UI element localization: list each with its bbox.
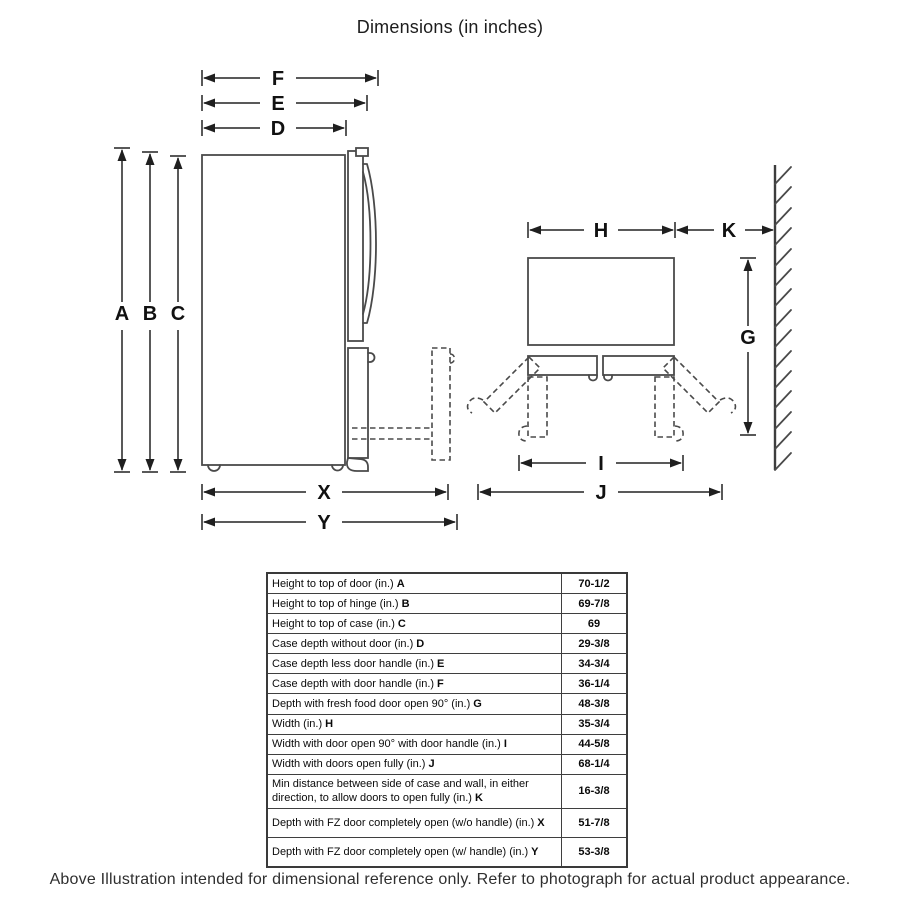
table-row	[267, 734, 627, 754]
table-row	[267, 694, 627, 714]
freezer-drawer	[348, 348, 368, 458]
dim-x	[202, 482, 448, 504]
right-door-open-90-dashed	[655, 377, 674, 437]
open-90-handles-dashed	[519, 426, 683, 441]
dim-label-h: H	[593, 220, 609, 242]
dim-a	[114, 148, 130, 472]
table-row	[267, 573, 627, 594]
dim-row-key: A	[396, 577, 405, 590]
dim-row-value: 53-3/8	[562, 838, 628, 868]
page-title: Dimensions (in inches)	[356, 17, 544, 37]
dim-i	[519, 453, 683, 475]
table-row	[267, 714, 627, 734]
table-row	[267, 754, 627, 774]
case-side-outline	[202, 155, 345, 465]
wall-hatch	[775, 167, 791, 470]
dim-label-j: J	[595, 482, 607, 504]
dim-row-value: 69	[562, 614, 628, 634]
dim-row-label: Case depth without door (in.)	[272, 637, 414, 650]
dim-row-value: 34-3/4	[562, 654, 628, 674]
dim-row-label: Width with door open 90° with door handle (in.)	[272, 738, 501, 751]
dim-row-label: Depth with fresh food door open 90° (in.)	[272, 697, 471, 710]
dim-y	[202, 512, 457, 534]
dim-row-key: H	[325, 718, 334, 731]
disclaimer-text: Above Illustration intended for dimensional reference only. Refer to photograph for actual product appearance.	[49, 871, 851, 888]
dim-e	[202, 93, 367, 115]
dim-k	[677, 220, 773, 242]
dim-row-label: Width with doors open fully (in.)	[272, 758, 426, 771]
dim-c	[170, 156, 186, 472]
dimensions-table	[266, 572, 628, 868]
dim-row-key: Y	[531, 846, 539, 859]
dim-row-value: 51-7/8	[562, 808, 628, 837]
dim-label-a: A	[114, 303, 130, 325]
dim-row-key: C	[397, 617, 406, 630]
dim-j	[478, 482, 722, 504]
fresh-food-door	[348, 151, 363, 341]
dim-row-label: Height to top of case (in.)	[272, 617, 395, 630]
dim-d	[202, 118, 346, 140]
dim-label-k: K	[721, 220, 737, 242]
dim-label-b: B	[142, 303, 158, 325]
dim-row-value: 70-1/2	[562, 573, 628, 594]
doors-open-full-dashed	[484, 357, 719, 413]
table-row	[267, 808, 627, 837]
door-top-cap	[356, 148, 368, 156]
dim-g	[740, 258, 756, 435]
freezer-foot	[347, 458, 368, 471]
freezer-drawer-handle	[368, 353, 375, 362]
dim-row-key: G	[473, 697, 482, 710]
dim-row-value: 35-3/4	[562, 714, 628, 734]
dim-row-key: J	[428, 758, 435, 771]
dim-row-key: I	[503, 738, 507, 751]
freezer-door-open-dashed	[432, 348, 450, 460]
dim-row-key: D	[416, 637, 425, 650]
table-row	[267, 654, 627, 674]
table-row	[267, 594, 627, 614]
dim-row-key: K	[474, 792, 483, 805]
dim-row-label: Depth with FZ door completely open (w/o handle) (in.)	[272, 816, 535, 829]
door-handle	[363, 164, 376, 323]
dim-b	[142, 152, 158, 472]
side-view	[114, 68, 457, 534]
dim-label-x: X	[317, 482, 331, 504]
dim-label-i: I	[598, 453, 604, 475]
dim-row-label: Depth with FZ door completely open (w/ handle) (in.)	[272, 846, 529, 859]
dim-row-key: B	[401, 597, 410, 610]
left-door-open-90-dashed	[528, 377, 547, 437]
dim-row-value: 16-3/8	[562, 774, 628, 808]
dim-row-value: 36-1/4	[562, 674, 628, 694]
dim-row-key: F	[437, 677, 444, 690]
dim-row-value: 48-3/8	[562, 694, 628, 714]
table-row	[267, 838, 627, 868]
dim-row-value: 29-3/8	[562, 634, 628, 654]
top-view-case	[528, 258, 674, 345]
dim-row-label: Height to top of door (in.)	[272, 577, 394, 590]
table-row	[267, 614, 627, 634]
dim-label-c: C	[170, 303, 186, 325]
dim-row-value: 44-5/8	[562, 734, 628, 754]
dim-row-label: Min distance between side of case and wall, in either direction, to allow doors to open fully (in.)	[272, 778, 529, 805]
table-row	[267, 634, 627, 654]
dim-label-g: G	[740, 327, 756, 349]
open-full-handles-dashed	[468, 398, 736, 413]
top-view	[468, 165, 791, 504]
dim-label-e: E	[271, 93, 285, 115]
dim-row-key: X	[537, 816, 545, 829]
dim-row-label: Case depth less door handle (in.)	[272, 657, 435, 670]
dim-row-label: Width (in.)	[272, 718, 323, 731]
dim-row-label: Height to top of hinge (in.)	[272, 597, 399, 610]
dim-row-label: Case depth with door handle (in.)	[272, 677, 435, 690]
dim-label-y: Y	[317, 512, 331, 534]
dim-row-value: 68-1/4	[562, 754, 628, 774]
right-door-closed	[603, 356, 674, 375]
dim-label-d: D	[270, 118, 286, 140]
dim-label-f: F	[271, 68, 285, 90]
dim-row-value: 69-7/8	[562, 594, 628, 614]
dim-f	[202, 68, 378, 90]
dim-h	[528, 220, 675, 242]
table-row	[267, 674, 627, 694]
dim-row-key: E	[437, 657, 445, 670]
table-row	[267, 774, 627, 808]
